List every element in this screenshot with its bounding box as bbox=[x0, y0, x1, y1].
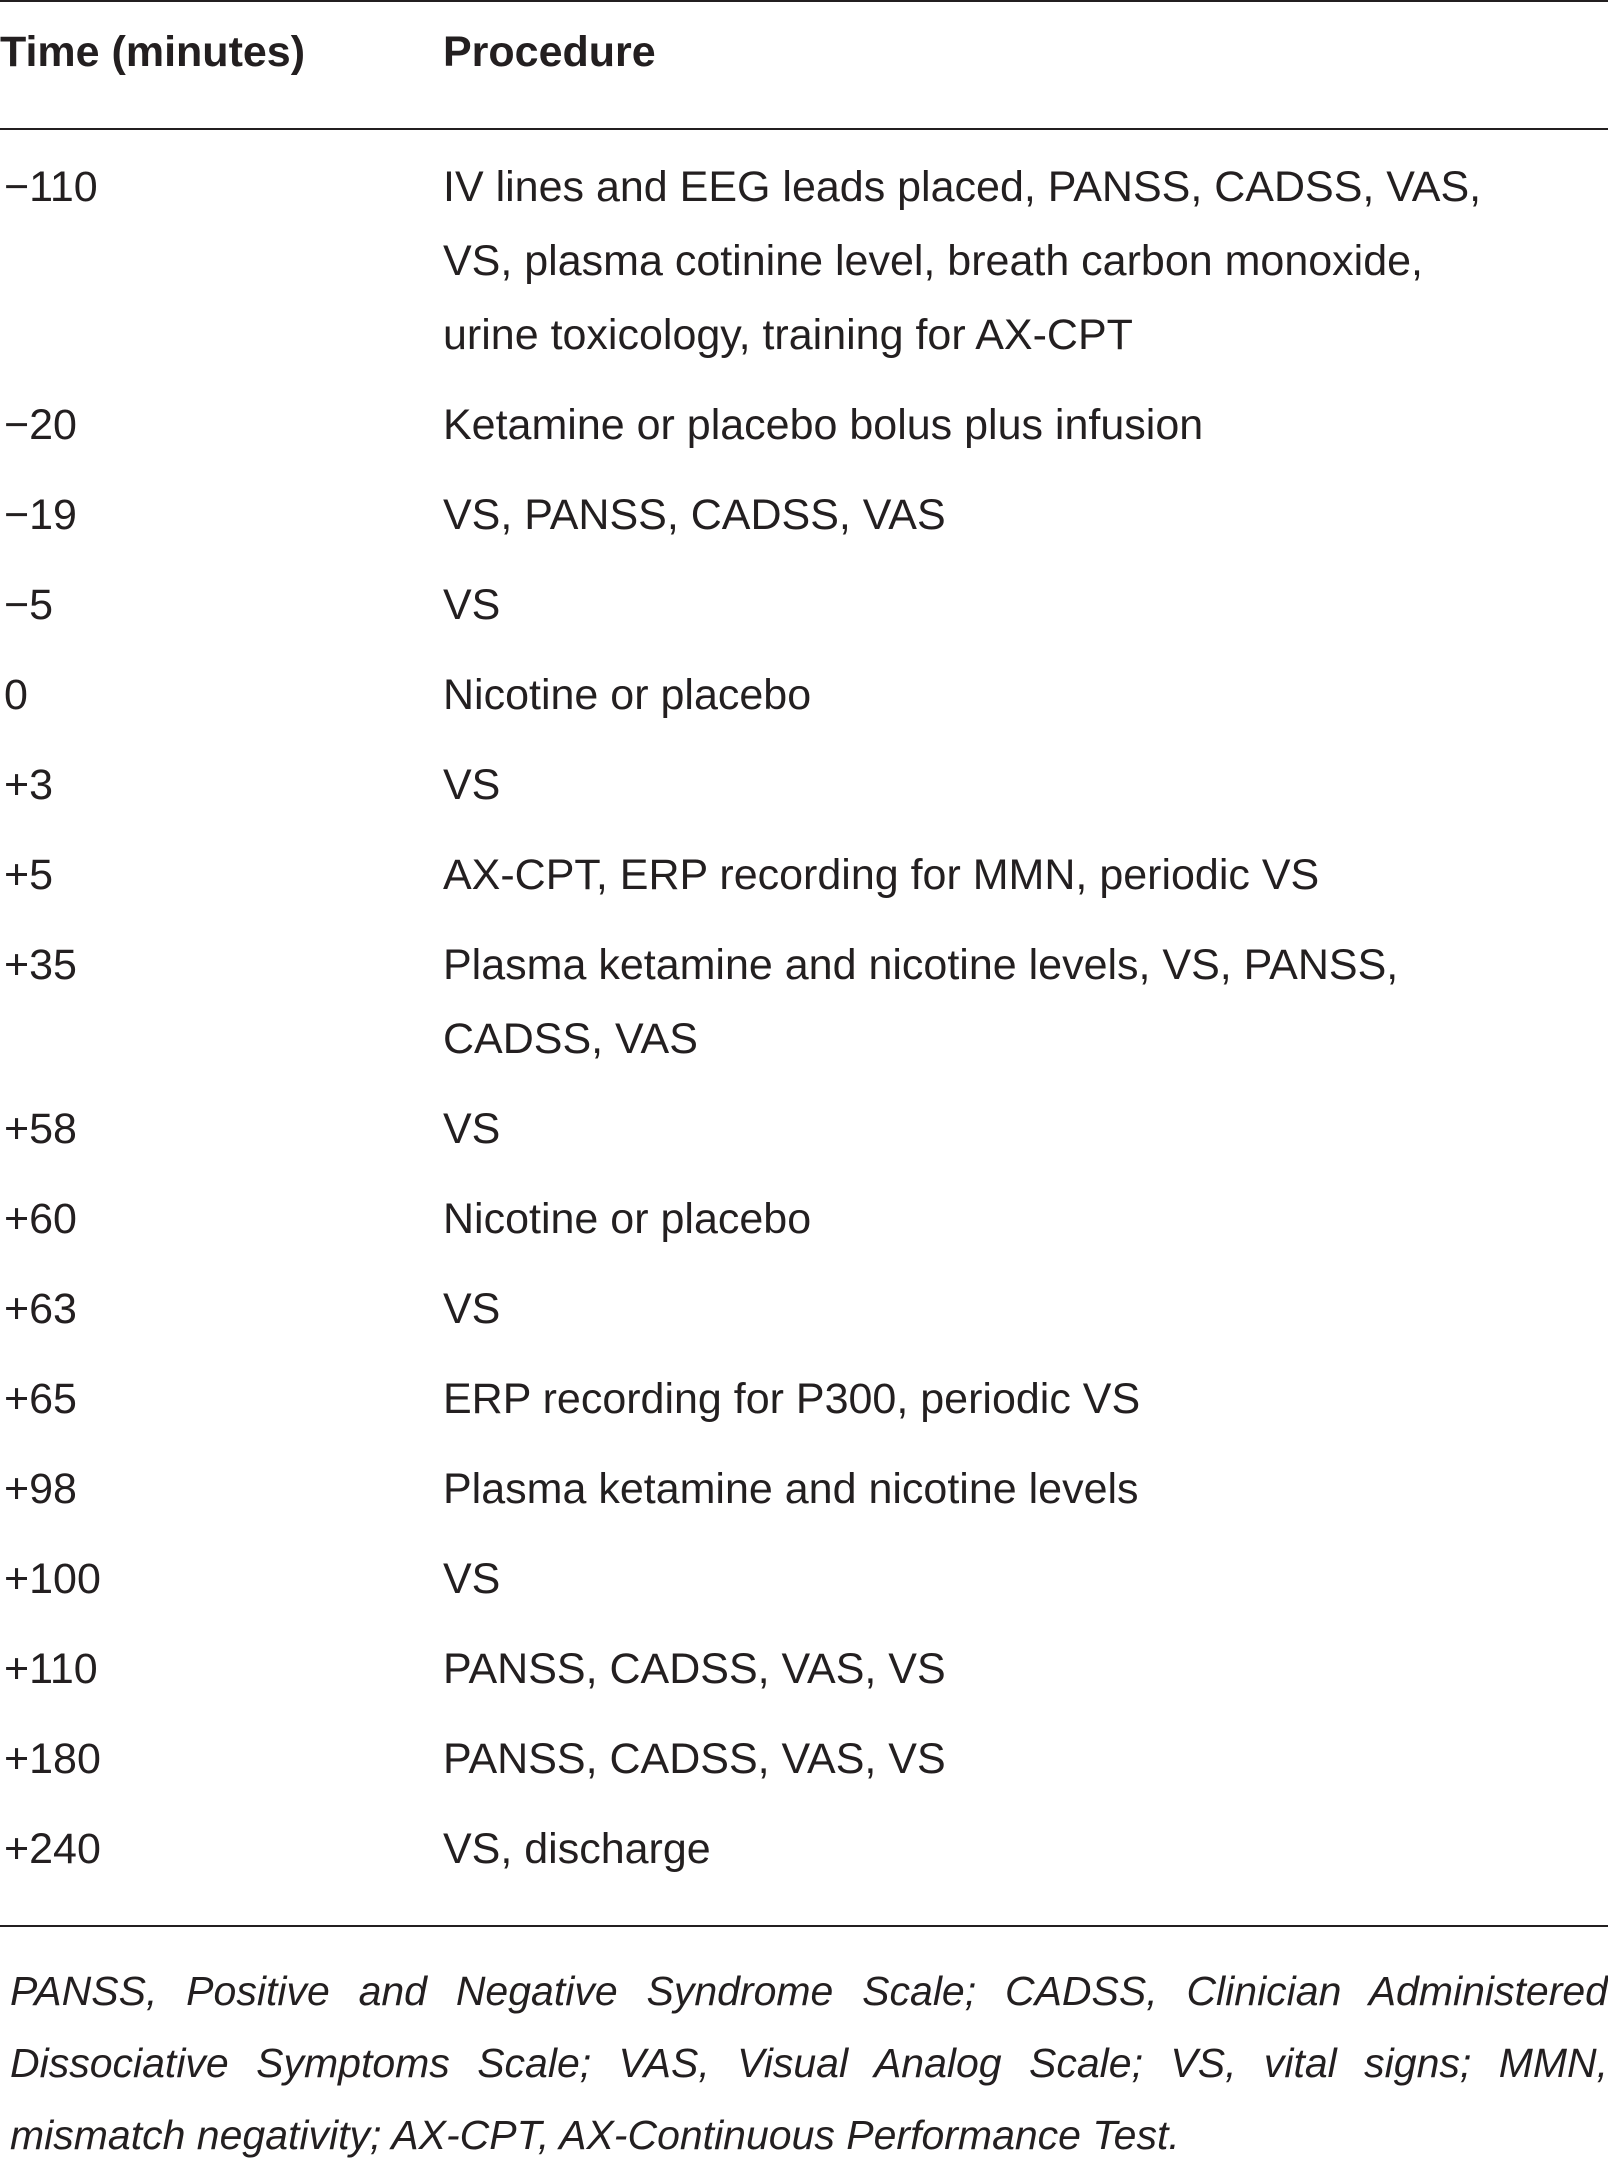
table-row bbox=[0, 388, 1608, 462]
time-cell: +240 bbox=[4, 1825, 101, 1873]
bottom-rule bbox=[0, 1925, 1608, 1927]
table-row bbox=[0, 748, 1608, 822]
time-cell: +100 bbox=[4, 1555, 101, 1603]
procedure-cell: VS bbox=[443, 1105, 501, 1153]
time-cell: +60 bbox=[4, 1195, 77, 1243]
time-cell: −20 bbox=[4, 401, 77, 449]
table-row bbox=[0, 1542, 1608, 1616]
table-row bbox=[0, 568, 1608, 642]
table-row bbox=[0, 1182, 1608, 1256]
procedure-cell: VS bbox=[443, 1285, 501, 1333]
header-time: Time (minutes) bbox=[0, 28, 306, 76]
table-row bbox=[0, 1092, 1608, 1166]
procedure-cell: PANSS, CADSS, VAS, VS bbox=[443, 1735, 946, 1783]
procedure-cell: AX-CPT, ERP recording for MMN, periodic VS bbox=[443, 851, 1320, 899]
time-cell: +35 bbox=[4, 941, 77, 989]
table-row bbox=[0, 1272, 1608, 1346]
time-cell: −5 bbox=[4, 581, 54, 629]
header-procedure: Procedure bbox=[443, 28, 656, 76]
procedure-cell: VS, PANSS, CADSS, VAS bbox=[443, 491, 946, 539]
procedure-cell: Plasma ketamine and nicotine levels, VS, PANSS, CADSS, VAS bbox=[443, 941, 1399, 1063]
time-cell: +58 bbox=[4, 1105, 77, 1153]
time-cell: +110 bbox=[4, 1645, 98, 1693]
table-row bbox=[0, 1452, 1608, 1526]
top-rule bbox=[0, 0, 1608, 2]
procedure-cell: Nicotine or placebo bbox=[443, 671, 812, 719]
table-row bbox=[0, 1632, 1608, 1706]
table-body bbox=[0, 150, 1608, 1902]
header-rule bbox=[0, 128, 1608, 130]
time-cell: 0 bbox=[4, 671, 28, 719]
time-cell: −19 bbox=[4, 491, 77, 539]
time-cell: −110 bbox=[4, 163, 98, 211]
procedure-cell: ERP recording for P300, periodic VS bbox=[443, 1375, 1141, 1423]
procedure-cell: Plasma ketamine and nicotine levels bbox=[443, 1465, 1139, 1513]
table-row bbox=[0, 150, 1608, 372]
procedure-cell: VS bbox=[443, 581, 501, 629]
table-row bbox=[0, 1722, 1608, 1796]
procedure-cell: VS bbox=[443, 761, 501, 809]
procedure-cell: IV lines and EEG leads placed, PANSS, CADSS, VAS, VS, plasma cotinine level, breath carbon monoxide, urine toxicology, training for AX-CPT bbox=[443, 163, 1482, 359]
time-cell: +5 bbox=[4, 851, 54, 899]
procedure-cell: VS, discharge bbox=[443, 1825, 711, 1873]
table-row bbox=[0, 838, 1608, 912]
time-cell: +180 bbox=[4, 1735, 101, 1783]
time-cell: +3 bbox=[4, 761, 54, 809]
time-cell: +65 bbox=[4, 1375, 77, 1423]
table-footnote: PANSS, Positive and Negative Syndrome Scale; CADSS, Clinician Administered Dissociative Symptoms Scale; VAS, Visual Analog Scale; VS, vital signs; MMN, mismatch negativity; AX-CPT, AX-Continuous Performance Test. bbox=[10, 1968, 1608, 2158]
procedure-cell: Nicotine or placebo bbox=[443, 1195, 812, 1243]
table-row bbox=[0, 478, 1608, 552]
procedure-cell: PANSS, CADSS, VAS, VS bbox=[443, 1645, 946, 1693]
table-header bbox=[0, 28, 1608, 98]
procedure-cell: Ketamine or placebo bolus plus infusion bbox=[443, 401, 1204, 449]
procedure-cell: VS bbox=[443, 1555, 501, 1603]
time-cell: +98 bbox=[4, 1465, 77, 1513]
table-row bbox=[0, 928, 1608, 1076]
time-cell: +63 bbox=[4, 1285, 77, 1333]
table-row bbox=[0, 658, 1608, 732]
table-row bbox=[0, 1812, 1608, 1886]
table-row bbox=[0, 1362, 1608, 1436]
